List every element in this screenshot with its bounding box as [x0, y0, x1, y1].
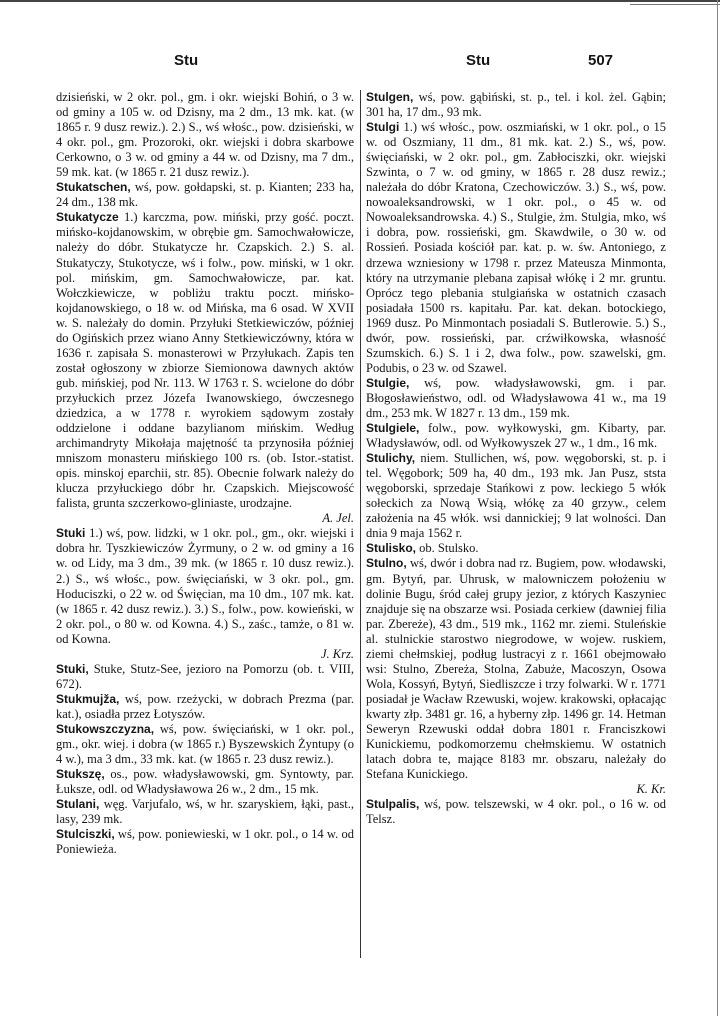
dictionary-entry	[56, 797, 354, 827]
dictionary-entry	[366, 541, 666, 556]
dictionary-entry	[366, 120, 666, 376]
dictionary-entry	[56, 210, 354, 526]
dictionary-entry	[56, 662, 354, 692]
entry-text: wś, pow. gąbiński, st. p., tel. i kol. żel. Gąbin; 301 ha, 17 dm., 93 mk.	[366, 90, 666, 120]
page-number: 507	[588, 52, 614, 69]
author-signature: A. Jel.	[322, 511, 354, 526]
dictionary-entry	[366, 421, 666, 451]
dictionary-entry	[56, 827, 354, 857]
left-column	[56, 90, 354, 857]
author-signature: J. Krz.	[321, 646, 354, 661]
entry-headword: Stulgen,	[366, 90, 414, 104]
author-signature: K. Kr.	[636, 782, 666, 797]
entry-headword: Stulno,	[366, 556, 407, 571]
entry-headword: Stulpalis,	[366, 797, 420, 812]
entry-text: węg. Varjufalo, wś, w hr. szaryskiem, łąki, past., lasy, 239 mk.	[56, 797, 354, 827]
entry-headword: Stukatycze	[56, 210, 119, 225]
entry-headword: Stulgie,	[366, 375, 410, 390]
entry-headword: Stuki	[56, 526, 86, 541]
dictionary-entry	[366, 451, 666, 541]
entry-text: wś, pow. święciański, w 1 okr. pol., gm., okr. wiej. i dobra (w 1865 r.) Byszewskich Żyntupy (o 4 w.), ma 3 dm., 33 mk. kat. (w 1865 r. 23 dusz rewiz.).	[56, 721, 354, 767]
dictionary-entry	[56, 692, 354, 722]
entry-headword: Stuki,	[56, 661, 89, 676]
entry-text: 1.) wś, pow. lidzki, w 1 okr. pol., gm., okr. wiejski i dobra hr. Tyszkiewiczów Żyrmuny, o 2 w. od gminy a 16 w. od Lidy, ma 3 dm., 39 mk. (w 1865 r. 10 dusz rewiz.). 2.) S., wś włośc., pow. święciański, w 3 okr. pol., gm. Hoduciszki, o 22 w. od Święcian, ma 10 dm., 107 mk. kat. (w 1865 r. 42 dusz rewiz.). 3.) S., folw., pow. kowieński, w 2 okr. pol., o 80 w. od Kowna. 4.) S., zaśc., tamże, o 81 w. od Kowna.	[56, 526, 354, 646]
entry-headword: Stulgiele,	[366, 421, 420, 436]
dictionary-entry	[366, 556, 666, 797]
entry-text: wś, pow. poniewieski, w 1 okr. pol., o 14 w. od Poniewieża.	[56, 827, 354, 857]
dictionary-entry	[56, 90, 354, 180]
entry-text: wś, pow. telszewski, w 4 okr. pol., o 16 w. od Telsz.	[366, 797, 666, 827]
right-column	[366, 90, 666, 827]
entry-headword: Stukszę,	[56, 767, 105, 782]
dictionary-entry	[56, 526, 354, 661]
column-divider	[360, 90, 361, 958]
entry-headword: Stulani,	[56, 797, 100, 812]
entry-text: wś, pow. władysławowski, gm. i par. Błogosławieństwo, odl. od Władysławowa 41 w., ma 19 dm., 253 mk. W 1827 r. 13 dm., 159 mk.	[366, 375, 666, 420]
running-header	[0, 52, 720, 76]
entry-headword: Stulgi	[366, 120, 400, 135]
top-rule	[0, 0, 720, 2]
entry-text: dzisieński, w 2 okr. pol., gm. i okr. wiejski Bohiń, o 3 w. od gminy a 105 w. od Dzisny, ma 2 dm., 13 mk. kat. (w 1865 r. 9 dusz rewiz.). 2.) S., wś włośc., pow. dzisieński, w 4 okr. pol., gm. Prozoroki, okr. wiejski i dobra skarbowe Cerkowno, o 3 w. od gminy a 44 w. od Dzisny, ma 7 dm., 59 mk. kat. (w 1865 r. 21 dusz rewiz.).	[56, 90, 354, 180]
entry-text: folw., pow. wyłkowyski, gm. Kibarty, par. Władysławów, odl. od Wyłkowyszek 27 w., 1 dm., 16 mk.	[366, 421, 666, 451]
entry-text: 1.) karczma, pow. miński, przy gość. poczt. mińsko-kojdanowskim, w obrębie gm. Samochwałowicze, należy do dóbr. Stukatycze hr. Czapskich. 2.) S. al. Stukatyczy, Stukotycze, wś i folw., pow. miński, w 1 okr. pol. mińskim, gm. Samochwałowicze, par. kat. Wołczkiewicze, w pobliżu traktu poczt. mińsko-kojdanowskiego, o 18 w. od Mińska, ma 6 osad. W XVII w. S. należały do domin. Przyłuki Stetkiewiczów, później do Ogińskich przez wiano Anny Stetkiewiczówny, która w 1636 r. zapisała S. monasterowi w Przyłukach. Zapis ten został ogłoszony w zbiorze Siemionowa dawnych aktów gub. mińskiej, pod Nr. 113. W 1763 r. S. wcielone do dóbr przyłuckich przez Józefa Iwanowskiego, ówczesnego dziedzica, a w 1778 r. wyrokiem sądowym zostały oddzielone i oddane bazylianom mińskim. Według archimandryty Mikołaja majętność ta przynosiła później mniszom monasteru mińskiego 100 rs. (ob. Istor.-statist. opis. minskoj eparchii, str. 85). Obecnie folwark należy do klucza przyłuckiego dóbr hr. Czapskich. Miejscowość falista, grunta szczerkowo-gliniaste, urodzajne.	[56, 210, 354, 511]
top-rule-secondary	[630, 4, 720, 5]
dictionary-entry	[56, 180, 354, 210]
entry-text: wś, pow. rzeżycki, w dobrach Prezma (par. kat.), osiadła przez Łotyszów.	[56, 691, 354, 721]
right-edge-rule	[717, 0, 718, 1016]
dictionary-entry	[366, 90, 666, 120]
entry-text: 1.) wś włośc., pow. oszmiański, w 1 okr. pol., o 15 w. od Oszmiany, 11 dm., 81 mk. kat. 2.) S., wś, pow. święciański, w 2 okr. pol., gm. Zabłociszki, okr. wiejski Szwinta, o 7 w. od gminy, w 1865 r. 28 dusz rewiz.; należała do dóbr Kratona, Czechowiczów. 3.) S., wś, pow. nowoaleksandrowski, w 1 okr. pol., o 45 w. od Nowoaleksandrowska. 4.) S., Stulgie, żm. Stulgia, mko, wś i dobra, pow. rossieński, gm. Skawdwile, o 30 w. od Rossień. Posiada kościół par. kat. p. w. św. Antoniego, z drzewa wzniesiony w 1798 r. przez Mateusza Minmonta, który na utrzymanie plebana zapisał włókę i 2 mr. gruntu. Oprócz tego plebania stulgiańska w ostatnich czasach posiadała 1500 rs. kapitału. Par. kat. dekan. botockiego, 1969 dusz. Po Minmontach posiadali S. Butlerowie. 5.) S., dwór, pow. rossieński, par. crźwiłkowska, własność Szumskich. 6.) S. 1 i 2, dwa folw., pow. szawelski, gm. Podubis, o 23 w. od Szawel.	[366, 120, 666, 375]
entry-text: niem. Stullichen, wś, pow. węgoborski, st. p. i tel. Węgobork; 509 ha, 40 dm., 193 mk. Jan Pusz, ststa węgoborski, sprzedaje Stańkowi z pow. leckiego 5 włók sołeckich za Nową Wsią, włókę za 40 grzyw., celem założenia na 45 włók. wsi dannickiej; 9 lat wolności. Dan dnia 9 maja 1562 r.	[366, 451, 666, 541]
entry-headword: Stulciszki,	[56, 827, 115, 842]
entry-headword: Stulisko,	[366, 541, 417, 556]
dictionary-entry	[366, 797, 666, 827]
entry-headword: Stukatschen,	[56, 180, 131, 195]
dictionary-entry	[56, 767, 354, 797]
entry-text: Stuke, Stutz-See, jezioro na Pomorzu (ob. t. VIII, 672).	[56, 661, 354, 691]
dictionary-entry	[56, 722, 354, 767]
entry-text: ob. Stulsko.	[416, 541, 479, 556]
entry-headword: Stukmujža,	[56, 691, 120, 706]
entry-headword: Stukowszczyzna,	[56, 721, 155, 736]
header-left-word: Stu	[174, 52, 199, 69]
header-middle-word: Stu	[466, 52, 491, 69]
entry-text: wś, dwór i dobra nad rz. Bugiem, pow. włodawski, gm. Bytyń, par. Uhrusk, w malowniczem położeniu w dolinie Bugu, śród całej grupy jezior, z których Kaszyniec znajduje się na obszarze wsi. Posiada cerkiew (dawniej filia par. Zbereże), 43 dm., 519 mk., 1162 mr. ziemi. Stuleńskie al. stulnickie starostwo niegrodowe, w wojew. ruskiem, ziemi chełmskiej, podług lustracyi z r. 1661 obejmowało wsi: Stulno, Zbereża, Stolna, Zabuże, Macoszyn, Osowa Wola, Kossyń, Bytyń, Siedliszcze i trzy folwarki. W r. 1771 posiadał je Wacław Rzewuski, wojew. krakowski, opłacając kwarty złp. 3481 gr. 16, a hyberny złp. 1496 gr. 14. Hetman Seweryn Rzewuski oddał dobra 1801 r. Franciszkowi Kunickiemu, podkomorzemu chełmskiemu. W ostatnich latach dobra te, mające 8183 mr. obszaru, należały do Stefana Kunickiego.	[366, 556, 666, 782]
entry-text: os., pow. władysławowski, gm. Syntowty, par. Łuksze, odl. od Władysławowa 26 w., 2 dm., 15 mk.	[56, 767, 354, 797]
entry-headword: Stulichy,	[366, 451, 416, 466]
entry-text: wś, pow. gołdapski, st. p. Kianten; 233 ha, 24 dm., 138 mk.	[56, 180, 354, 210]
dictionary-entry	[366, 376, 666, 421]
